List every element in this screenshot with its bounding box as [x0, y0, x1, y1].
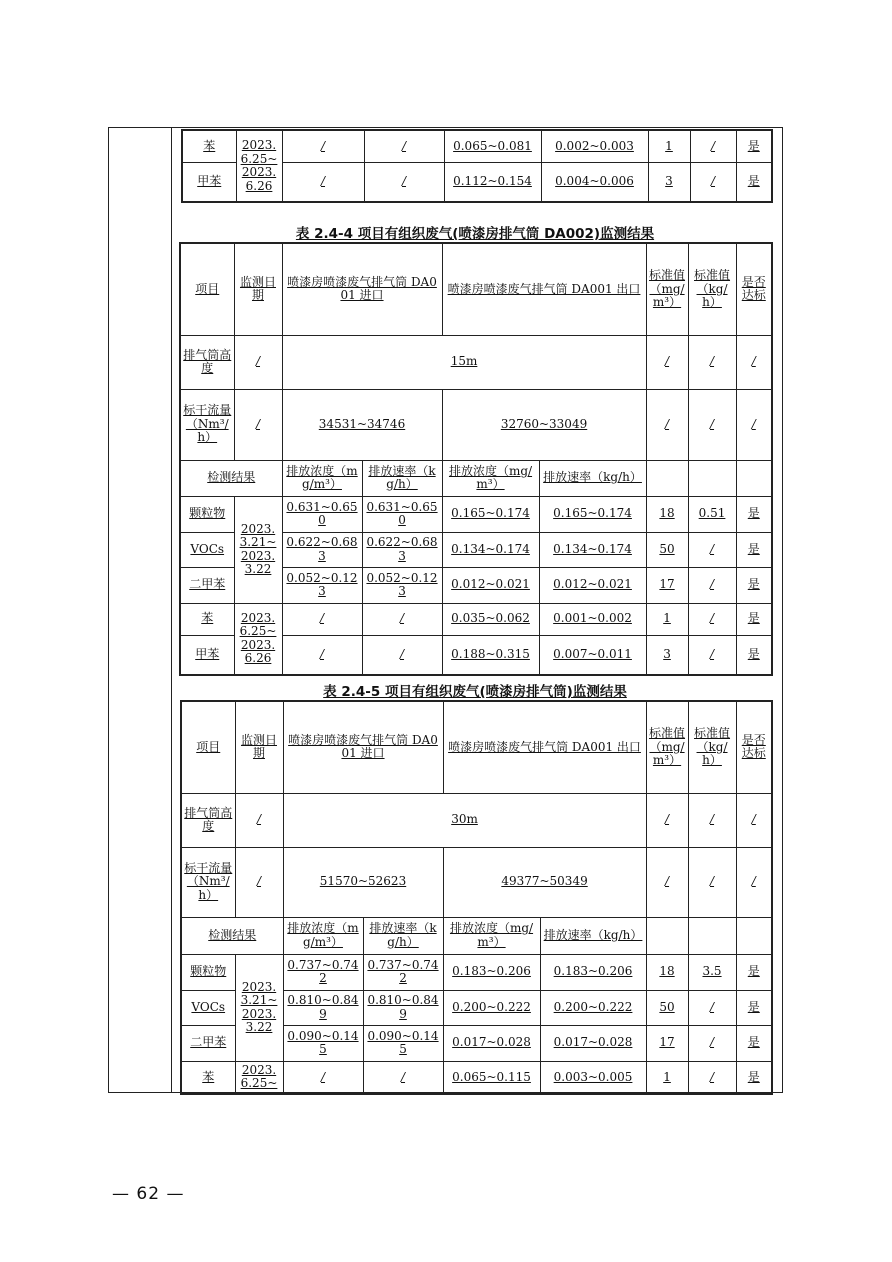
height-ok: /: [736, 793, 772, 847]
out-conc-cell: 0.017~0.028: [443, 1025, 540, 1061]
in-conc-cell: /: [282, 162, 364, 202]
flow-ok: /: [736, 389, 772, 460]
height-value: 30m: [283, 793, 646, 847]
in-rate-cell: 0.622~0.683: [362, 532, 442, 567]
out-conc-cell: 0.134~0.174: [442, 532, 539, 567]
out-conc-cell: 0.112~0.154: [444, 162, 541, 202]
height-std-c: /: [646, 793, 688, 847]
ok-cell: 是: [736, 635, 772, 675]
header-outlet: 喷漆房喷漆废气排气筒 DA001 出口: [443, 701, 646, 793]
height-label: 排气筒高度: [180, 335, 234, 389]
table-caption: 表 2.4-4 项目有组织废气(喷漆房排气筒 DA002)监测结果: [295, 226, 655, 242]
out-rate-cell: 0.001~0.002: [539, 603, 646, 635]
header-inlet: 喷漆房喷漆废气排气筒 DA001 进口: [283, 701, 443, 793]
flow-std-c: /: [646, 847, 688, 917]
height-value: 15m: [282, 335, 646, 389]
out-rate-cell: 0.004~0.006: [541, 162, 648, 202]
sub-rate: 排放速率（kg/h）: [540, 917, 646, 954]
std-rate-cell: /: [688, 1025, 736, 1061]
in-conc-cell: 0.090~0.145: [283, 1025, 363, 1061]
item-cell: 甲苯: [182, 162, 236, 202]
sub-rate: 排放速率（kg/h）: [362, 460, 442, 496]
std-rate-cell: /: [688, 532, 736, 567]
ok-cell: 是: [736, 496, 772, 532]
in-conc-cell: /: [282, 603, 362, 635]
frame-divider: [171, 127, 172, 1093]
std-conc-cell: 1: [648, 130, 690, 162]
flow-std-r: /: [688, 389, 736, 460]
in-conc-cell: /: [282, 635, 362, 675]
out-rate-cell: 0.165~0.174: [539, 496, 646, 532]
header-std-conc: 标准值（mg/m³）: [646, 701, 688, 793]
std-conc-cell: 17: [646, 1025, 688, 1061]
flow-std-r: /: [688, 847, 736, 917]
subheader-row: [180, 460, 772, 496]
std-conc-cell: 1: [646, 1061, 688, 1094]
item-cell: 苯: [182, 130, 236, 162]
std-rate-cell: /: [688, 1061, 736, 1094]
results-label: 检测结果: [180, 460, 282, 496]
out-conc-cell: 0.035~0.062: [442, 603, 539, 635]
out-rate-cell: 0.183~0.206: [540, 954, 646, 990]
ok-cell: 是: [736, 990, 772, 1025]
in-conc-cell: 0.622~0.683: [282, 532, 362, 567]
item-cell: 二甲苯: [180, 567, 234, 603]
std-conc-cell: 3: [646, 635, 688, 675]
out-conc-cell: 0.183~0.206: [443, 954, 540, 990]
std-rate-cell: /: [690, 130, 736, 162]
flow-std-c: /: [646, 389, 688, 460]
out-conc-cell: 0.012~0.021: [442, 567, 539, 603]
out-conc-cell: 0.188~0.315: [442, 635, 539, 675]
ok-cell: 是: [736, 162, 772, 202]
date-cell: 2023. 6.25~ 2023. 6.26: [236, 130, 282, 202]
out-rate-cell: 0.200~0.222: [540, 990, 646, 1025]
header-outlet: 喷漆房喷漆废气排气筒 DA001 出口: [442, 243, 646, 335]
height-date: /: [235, 793, 283, 847]
in-conc-cell: 0.737~0.742: [283, 954, 363, 990]
item-cell: 甲苯: [180, 635, 234, 675]
table-caption: 表 2.4-5 项目有组织废气(喷漆房排气筒)监测结果: [323, 684, 627, 700]
header-date: 监测日期: [235, 701, 283, 793]
ok-cell: 是: [736, 1025, 772, 1061]
height-std-c: /: [646, 335, 688, 389]
in-rate-cell: 0.631~0.650: [362, 496, 442, 532]
in-rate-cell: /: [364, 162, 444, 202]
out-rate-cell: 0.134~0.174: [539, 532, 646, 567]
in-rate-cell: /: [362, 603, 442, 635]
table-row: [180, 335, 772, 389]
out-rate-cell: 0.003~0.005: [540, 1061, 646, 1094]
item-cell: VOCs: [181, 990, 235, 1025]
height-label: 排气筒高度: [181, 793, 235, 847]
flow-outlet: 49377~50349: [443, 847, 646, 917]
table-continued: [181, 129, 773, 203]
table-row: [180, 389, 772, 460]
std-conc-cell: 18: [646, 496, 688, 532]
std-conc-cell: 50: [646, 990, 688, 1025]
table-row: [181, 1061, 772, 1094]
header-std-conc: 标准值（mg/m³）: [646, 243, 688, 335]
table-row: [181, 793, 772, 847]
table-row: [180, 603, 772, 635]
date-cell: 2023. 6.25~: [235, 1061, 283, 1094]
header-inlet: 喷漆房喷漆废气排气筒 DA001 进口: [282, 243, 442, 335]
sub-conc: 排放浓度（mg/m³）: [282, 460, 362, 496]
std-conc-cell: 18: [646, 954, 688, 990]
header-row: [180, 243, 772, 335]
in-conc-cell: 0.052~0.123: [282, 567, 362, 603]
sub-rate: 排放速率（kg/h）: [363, 917, 443, 954]
ok-cell: 是: [736, 603, 772, 635]
std-rate-cell: /: [688, 635, 736, 675]
in-conc-cell: 0.631~0.650: [282, 496, 362, 532]
sub-conc: 排放浓度（mg/m³）: [283, 917, 363, 954]
table-2-4-5: [180, 700, 773, 1095]
height-ok: /: [736, 335, 772, 389]
sub-rate: 排放速率（kg/h）: [539, 460, 646, 496]
header-row: [181, 701, 772, 793]
out-conc-cell: 0.065~0.115: [443, 1061, 540, 1094]
item-cell: VOCs: [180, 532, 234, 567]
in-rate-cell: /: [364, 130, 444, 162]
ok-cell: 是: [736, 130, 772, 162]
flow-date: /: [235, 847, 283, 917]
table-row: [182, 130, 772, 162]
header-item: 项目: [181, 701, 235, 793]
header-std-rate: 标准值（kg/h）: [688, 243, 736, 335]
ok-cell: 是: [736, 532, 772, 567]
date-cell: 2023. 3.21~ 2023. 3.22: [234, 496, 282, 603]
in-rate-cell: 0.052~0.123: [362, 567, 442, 603]
std-rate-cell: 3.5: [688, 954, 736, 990]
in-conc-cell: /: [282, 130, 364, 162]
flow-inlet: 34531~34746: [282, 389, 442, 460]
ok-cell: 是: [736, 954, 772, 990]
results-label: 检测结果: [181, 917, 283, 954]
in-rate-cell: 0.090~0.145: [363, 1025, 443, 1061]
header-item: 项目: [180, 243, 234, 335]
subheader-row: [181, 917, 772, 954]
height-date: /: [234, 335, 282, 389]
date-cell: 2023. 3.21~ 2023. 3.22: [235, 954, 283, 1061]
item-cell: 苯: [181, 1061, 235, 1094]
std-rate-cell: /: [688, 603, 736, 635]
sub-conc: 排放浓度（mg/m³）: [443, 917, 540, 954]
table-2-4-4: [179, 242, 773, 676]
in-conc-cell: 0.810~0.849: [283, 990, 363, 1025]
flow-date: /: [234, 389, 282, 460]
date-cell: 2023. 6.25~ 2023. 6.26: [234, 603, 282, 675]
sub-conc: 排放浓度（mg/m³）: [442, 460, 539, 496]
flow-ok: /: [736, 847, 772, 917]
page-number: — 62 —: [112, 1184, 185, 1204]
std-conc-cell: 1: [646, 603, 688, 635]
std-conc-cell: 3: [648, 162, 690, 202]
std-conc-cell: 17: [646, 567, 688, 603]
table-row: [180, 496, 772, 532]
flow-label: 标干流量（Nm³/h）: [181, 847, 235, 917]
std-rate-cell: /: [688, 990, 736, 1025]
out-rate-cell: 0.007~0.011: [539, 635, 646, 675]
ok-cell: 是: [736, 1061, 772, 1094]
header-ok: 是否达标: [736, 701, 772, 793]
in-rate-cell: 0.737~0.742: [363, 954, 443, 990]
item-cell: 颗粒物: [181, 954, 235, 990]
out-rate-cell: 0.002~0.003: [541, 130, 648, 162]
out-rate-cell: 0.012~0.021: [539, 567, 646, 603]
height-std-r: /: [688, 335, 736, 389]
flow-label: 标干流量（Nm³/h）: [180, 389, 234, 460]
header-date: 监测日期: [234, 243, 282, 335]
std-rate-cell: /: [688, 567, 736, 603]
out-rate-cell: 0.017~0.028: [540, 1025, 646, 1061]
item-cell: 颗粒物: [180, 496, 234, 532]
flow-outlet: 32760~33049: [442, 389, 646, 460]
flow-inlet: 51570~52623: [283, 847, 443, 917]
in-rate-cell: /: [362, 635, 442, 675]
header-ok: 是否达标: [736, 243, 772, 335]
in-rate-cell: 0.810~0.849: [363, 990, 443, 1025]
in-rate-cell: /: [363, 1061, 443, 1094]
table-row: [181, 954, 772, 990]
std-conc-cell: 50: [646, 532, 688, 567]
height-std-r: /: [688, 793, 736, 847]
std-rate-cell: 0.51: [688, 496, 736, 532]
item-cell: 苯: [180, 603, 234, 635]
out-conc-cell: 0.200~0.222: [443, 990, 540, 1025]
std-rate-cell: /: [690, 162, 736, 202]
in-conc-cell: /: [283, 1061, 363, 1094]
out-conc-cell: 0.065~0.081: [444, 130, 541, 162]
table-row: [181, 847, 772, 917]
header-std-rate: 标准值（kg/h）: [688, 701, 736, 793]
item-cell: 二甲苯: [181, 1025, 235, 1061]
ok-cell: 是: [736, 567, 772, 603]
out-conc-cell: 0.165~0.174: [442, 496, 539, 532]
